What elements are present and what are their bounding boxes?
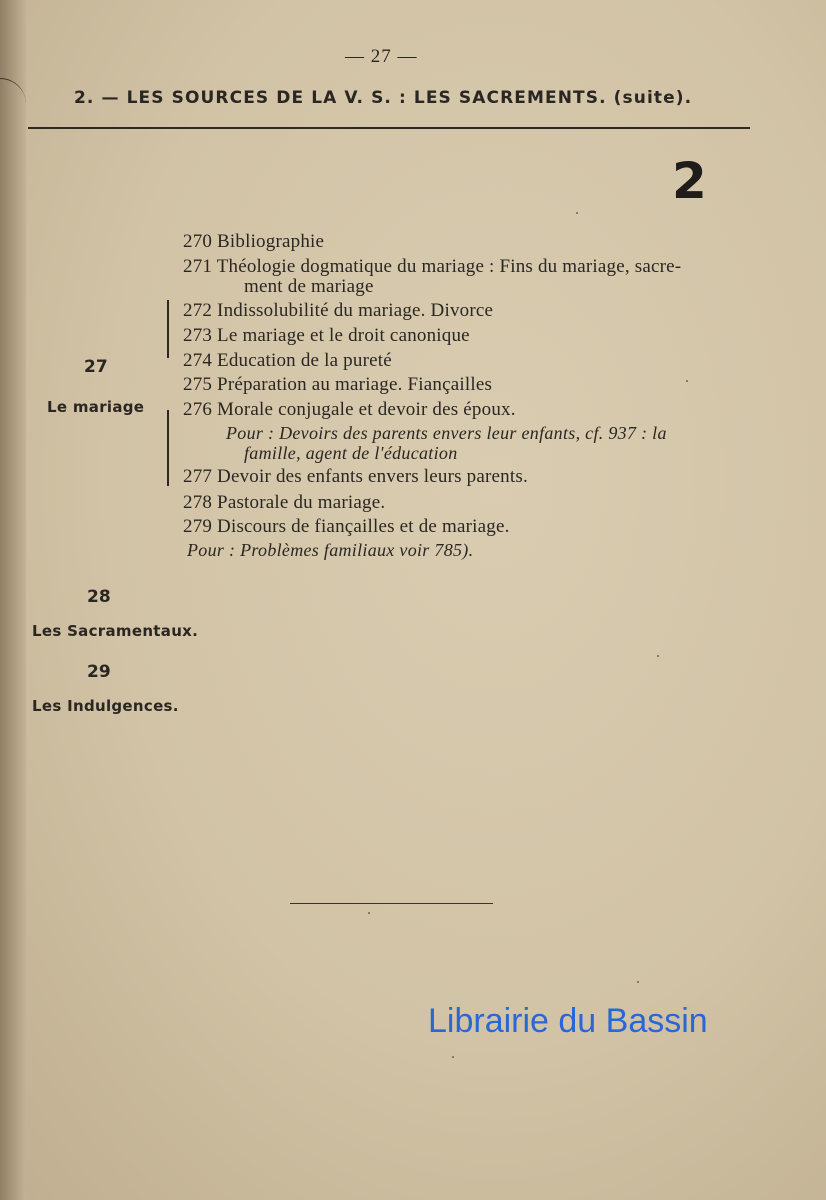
entry-271-cont: ment de mariage	[244, 276, 374, 297]
note-276-line2: famille, agent de l'éducation	[244, 443, 458, 463]
entry-273: 273 Le mariage et le droit canonique	[183, 325, 470, 346]
sidebar-label-indulgences: Les Indulgences.	[32, 697, 179, 715]
entry-277: 277 Devoir des enfants envers leurs parents.	[183, 466, 528, 487]
entry-275: 275 Préparation au mariage. Fiançailles	[183, 374, 493, 395]
sidebar-label-sacramentaux: Les Sacramentaux.	[32, 622, 199, 640]
note-276-line1: Pour : Devoirs des parents envers leur enfants, cf. 937 : la	[226, 423, 667, 443]
entry-274: 274 Education de la pureté	[183, 350, 392, 371]
bottom-rule	[290, 903, 493, 904]
sidebar-label-mariage: Le mariage	[47, 398, 145, 416]
note-279: Pour : Problèmes familiaux voir 785).	[187, 540, 474, 560]
entry-276: 276 Morale conjugale et devoir des époux.	[183, 399, 516, 420]
paper-speck	[368, 912, 370, 914]
watermark-text: Librairie du Bassin	[428, 1002, 708, 1040]
section-number: 2	[672, 152, 707, 210]
bracket-line-upper	[167, 300, 169, 358]
page-gutter	[0, 0, 26, 1200]
entry-272: 272 Indissolubilité du mariage. Divorce	[183, 300, 494, 321]
paper-speck	[637, 981, 639, 983]
entry-270: 270 Bibliographie	[183, 231, 325, 252]
header-title: 2. — LES SOURCES DE LA V. S. : LES SACREMENTS. (suite).	[74, 88, 693, 108]
sidebar-number-27: 27	[84, 357, 108, 377]
paper-speck	[452, 1056, 454, 1058]
header-rule	[28, 127, 750, 129]
page-number: — 27 —	[345, 46, 418, 67]
paper-speck	[657, 655, 659, 657]
sidebar-number-28: 28	[87, 587, 111, 607]
entry-278: 278 Pastorale du mariage.	[183, 492, 386, 513]
paper-speck	[576, 212, 578, 214]
sidebar-number-29: 29	[87, 662, 111, 682]
entry-279: 279 Discours de fiançailles et de mariage.	[183, 516, 510, 537]
entry-271: 271 Théologie dogmatique du mariage : Fins du mariage, sacre-	[183, 256, 682, 277]
paper-speck	[686, 380, 688, 382]
bracket-line-lower	[167, 410, 169, 486]
